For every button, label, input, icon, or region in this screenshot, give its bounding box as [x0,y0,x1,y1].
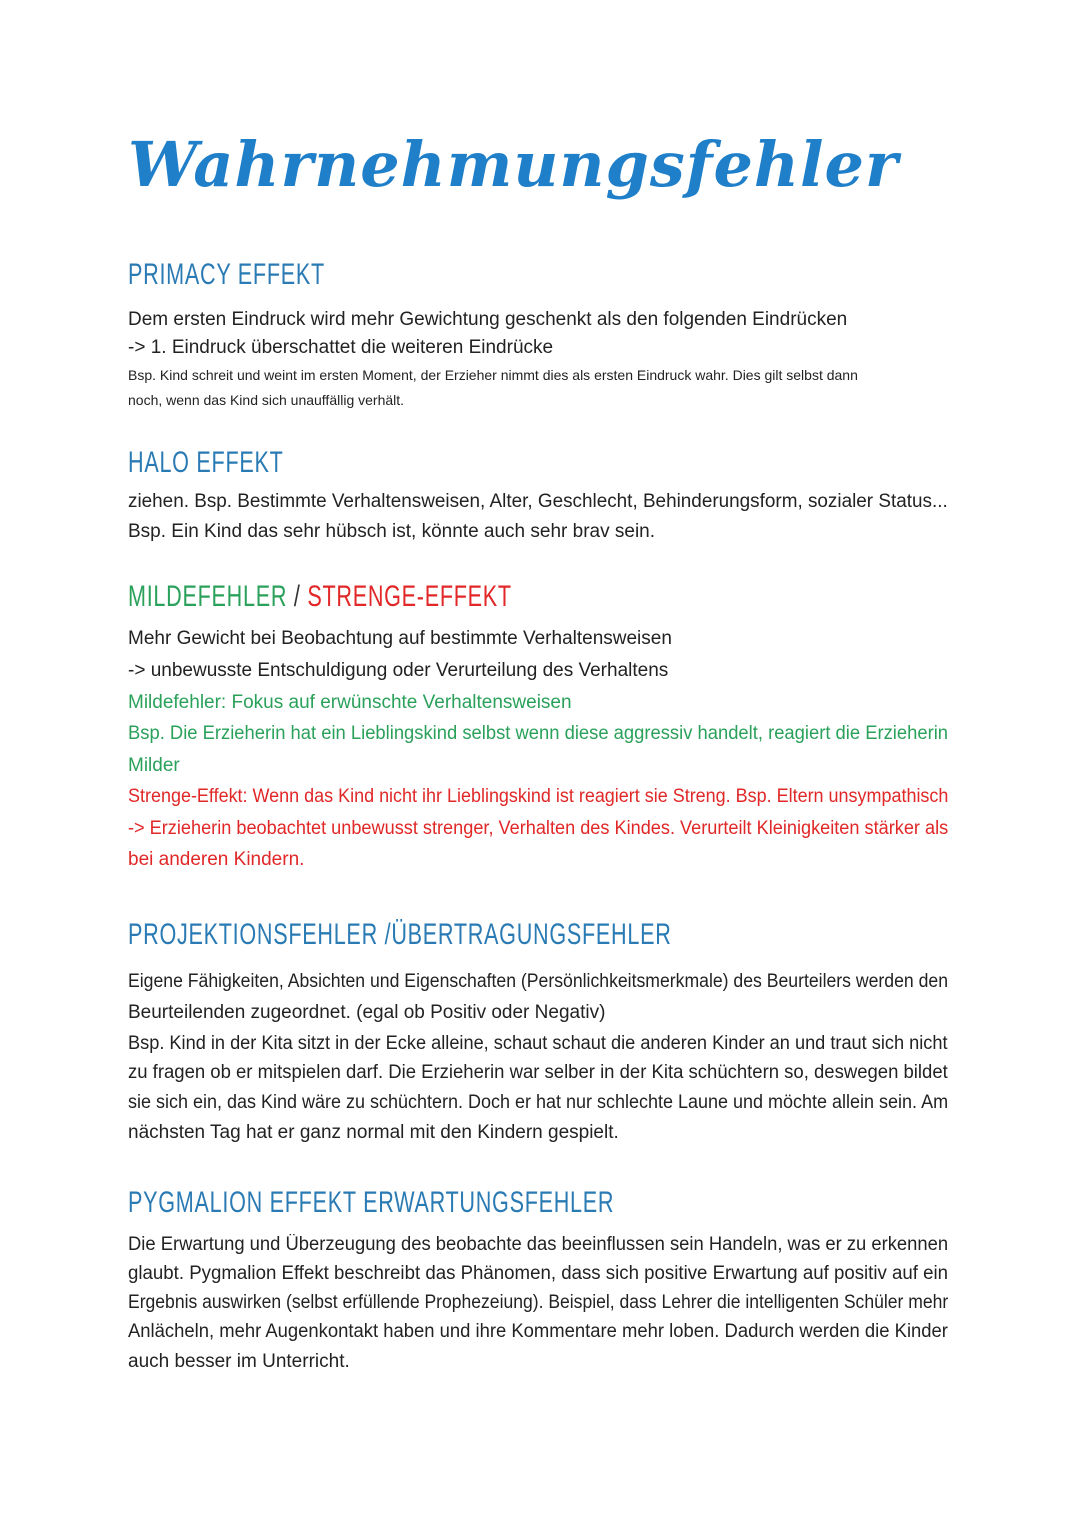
milde-line-7: -> Erzieherin beobachtet unbewusst strenger, Verhalten des Kindes. Verurteilt Kleinigkeiten stärker als [128,818,949,839]
halo-line-2: Bsp. Ein Kind das sehr hübsch ist, könnte auch sehr brav sein. [128,521,656,542]
pygmalion-line-5: auch besser im Unterricht. [128,1351,350,1372]
projektion-line-1: Eigene Fähigkeiten, Absichten und Eigenschaften (Persönlichkeitsmerkmale) des Beurteilers werden den [128,971,948,992]
primacy-line-3: Bsp. Kind schreit und weint im ersten Moment, der Erzieher nimmt dies als ersten Eindruck wahr. Dies gilt selbst dann [128,367,858,383]
milde-line-3: Mildefehler: Fokus auf erwünschte Verhaltensweisen [128,692,572,713]
primacy-line-1: Dem ersten Eindruck wird mehr Gewichtung geschenkt als den folgenden Eindrücken [128,309,848,330]
primacy-line-2: -> 1. Eindruck überschattet die weiteren Eindrücke [128,337,554,358]
heading-mildefehler-strenge [128,580,512,614]
milde-line-4: Bsp. Die Erzieherin hat ein Lieblingskind selbst wenn diese aggressiv handelt, reagiert die Erzieherin [128,723,949,744]
heading-pygmalion-effekt: PYGMALION EFFEKT ERWARTUNGSFEHLER [128,1186,615,1219]
milde-line-6: Strenge-Effekt: Wenn das Kind nicht ihr Lieblingskind ist reagiert sie Streng. Bsp. Eltern unsympathisch [128,786,949,807]
heading-strenge-effekt: STRENGE-EFFEKT [307,580,512,613]
pygmalion-line-2: glaubt. Pygmalion Effekt beschreibt das Phänomen, dass sich positive Erwartung auf positiv auf ein [128,1263,949,1284]
heading-primacy-effekt: PRIMACY EFFEKT [128,258,325,291]
pygmalion-line-4: Anlächeln, mehr Augenkontakt haben und ihre Kommentare mehr loben. Dadurch werden die Kinder [128,1321,948,1342]
projektion-line-4: zu fragen ob er mitspielen darf. Die Erzieherin war selber in der Kita schüchtern so, deswegen bildet [128,1062,948,1083]
heading-projektionsfehler: PROJEKTIONSFEHLER /ÜBERTRAGUNGSFEHLER [128,918,672,951]
heading-mildefehler: MILDEFEHLER [128,580,288,613]
projektion-line-3: Bsp. Kind in der Kita sitzt in der Ecke alleine, schaut schaut die anderen Kinder an und traut sich nicht [128,1033,948,1054]
projektion-line-5: sie sich ein, das Kind wäre zu schüchtern. Doch er hat nur schlechte Laune und möchte allein sein. Am [128,1092,949,1113]
projektion-line-2: Beurteilenden zugeordnet. (egal ob Positiv oder Negativ) [128,1002,606,1023]
projektion-line-6: nächsten Tag hat er ganz normal mit den Kindern gespielt. [128,1122,619,1143]
milde-line-5: Milder [128,755,180,776]
primacy-line-4: noch, wenn das Kind sich unauffällig verhält. [128,392,405,408]
heading-separator: / [293,580,301,613]
pygmalion-line-1: Die Erwartung und Überzeugung des beobachte das beeinflussen sein Handeln, was er zu erkennen [128,1234,949,1255]
milde-line-2: -> unbewusste Entschuldigung oder Verurteilung des Verhaltens [128,660,669,681]
page-title: Wahrnehmungsfehler [128,128,899,201]
halo-line-1: ziehen. Bsp. Bestimmte Verhaltensweisen, Alter, Geschlecht, Behinderungsform, sozialer Status... [128,491,948,512]
milde-line-8: bei anderen Kindern. [128,849,305,870]
milde-line-1: Mehr Gewicht bei Beobachtung auf bestimmte Verhaltensweisen [128,628,672,649]
pygmalion-line-3: Ergebnis auswirken (selbst erfüllende Prophezeiung). Beispiel, dass Lehrer die intelligenten Schüler mehr [128,1292,949,1313]
heading-halo-effekt: HALO EFFEKT [128,446,284,479]
